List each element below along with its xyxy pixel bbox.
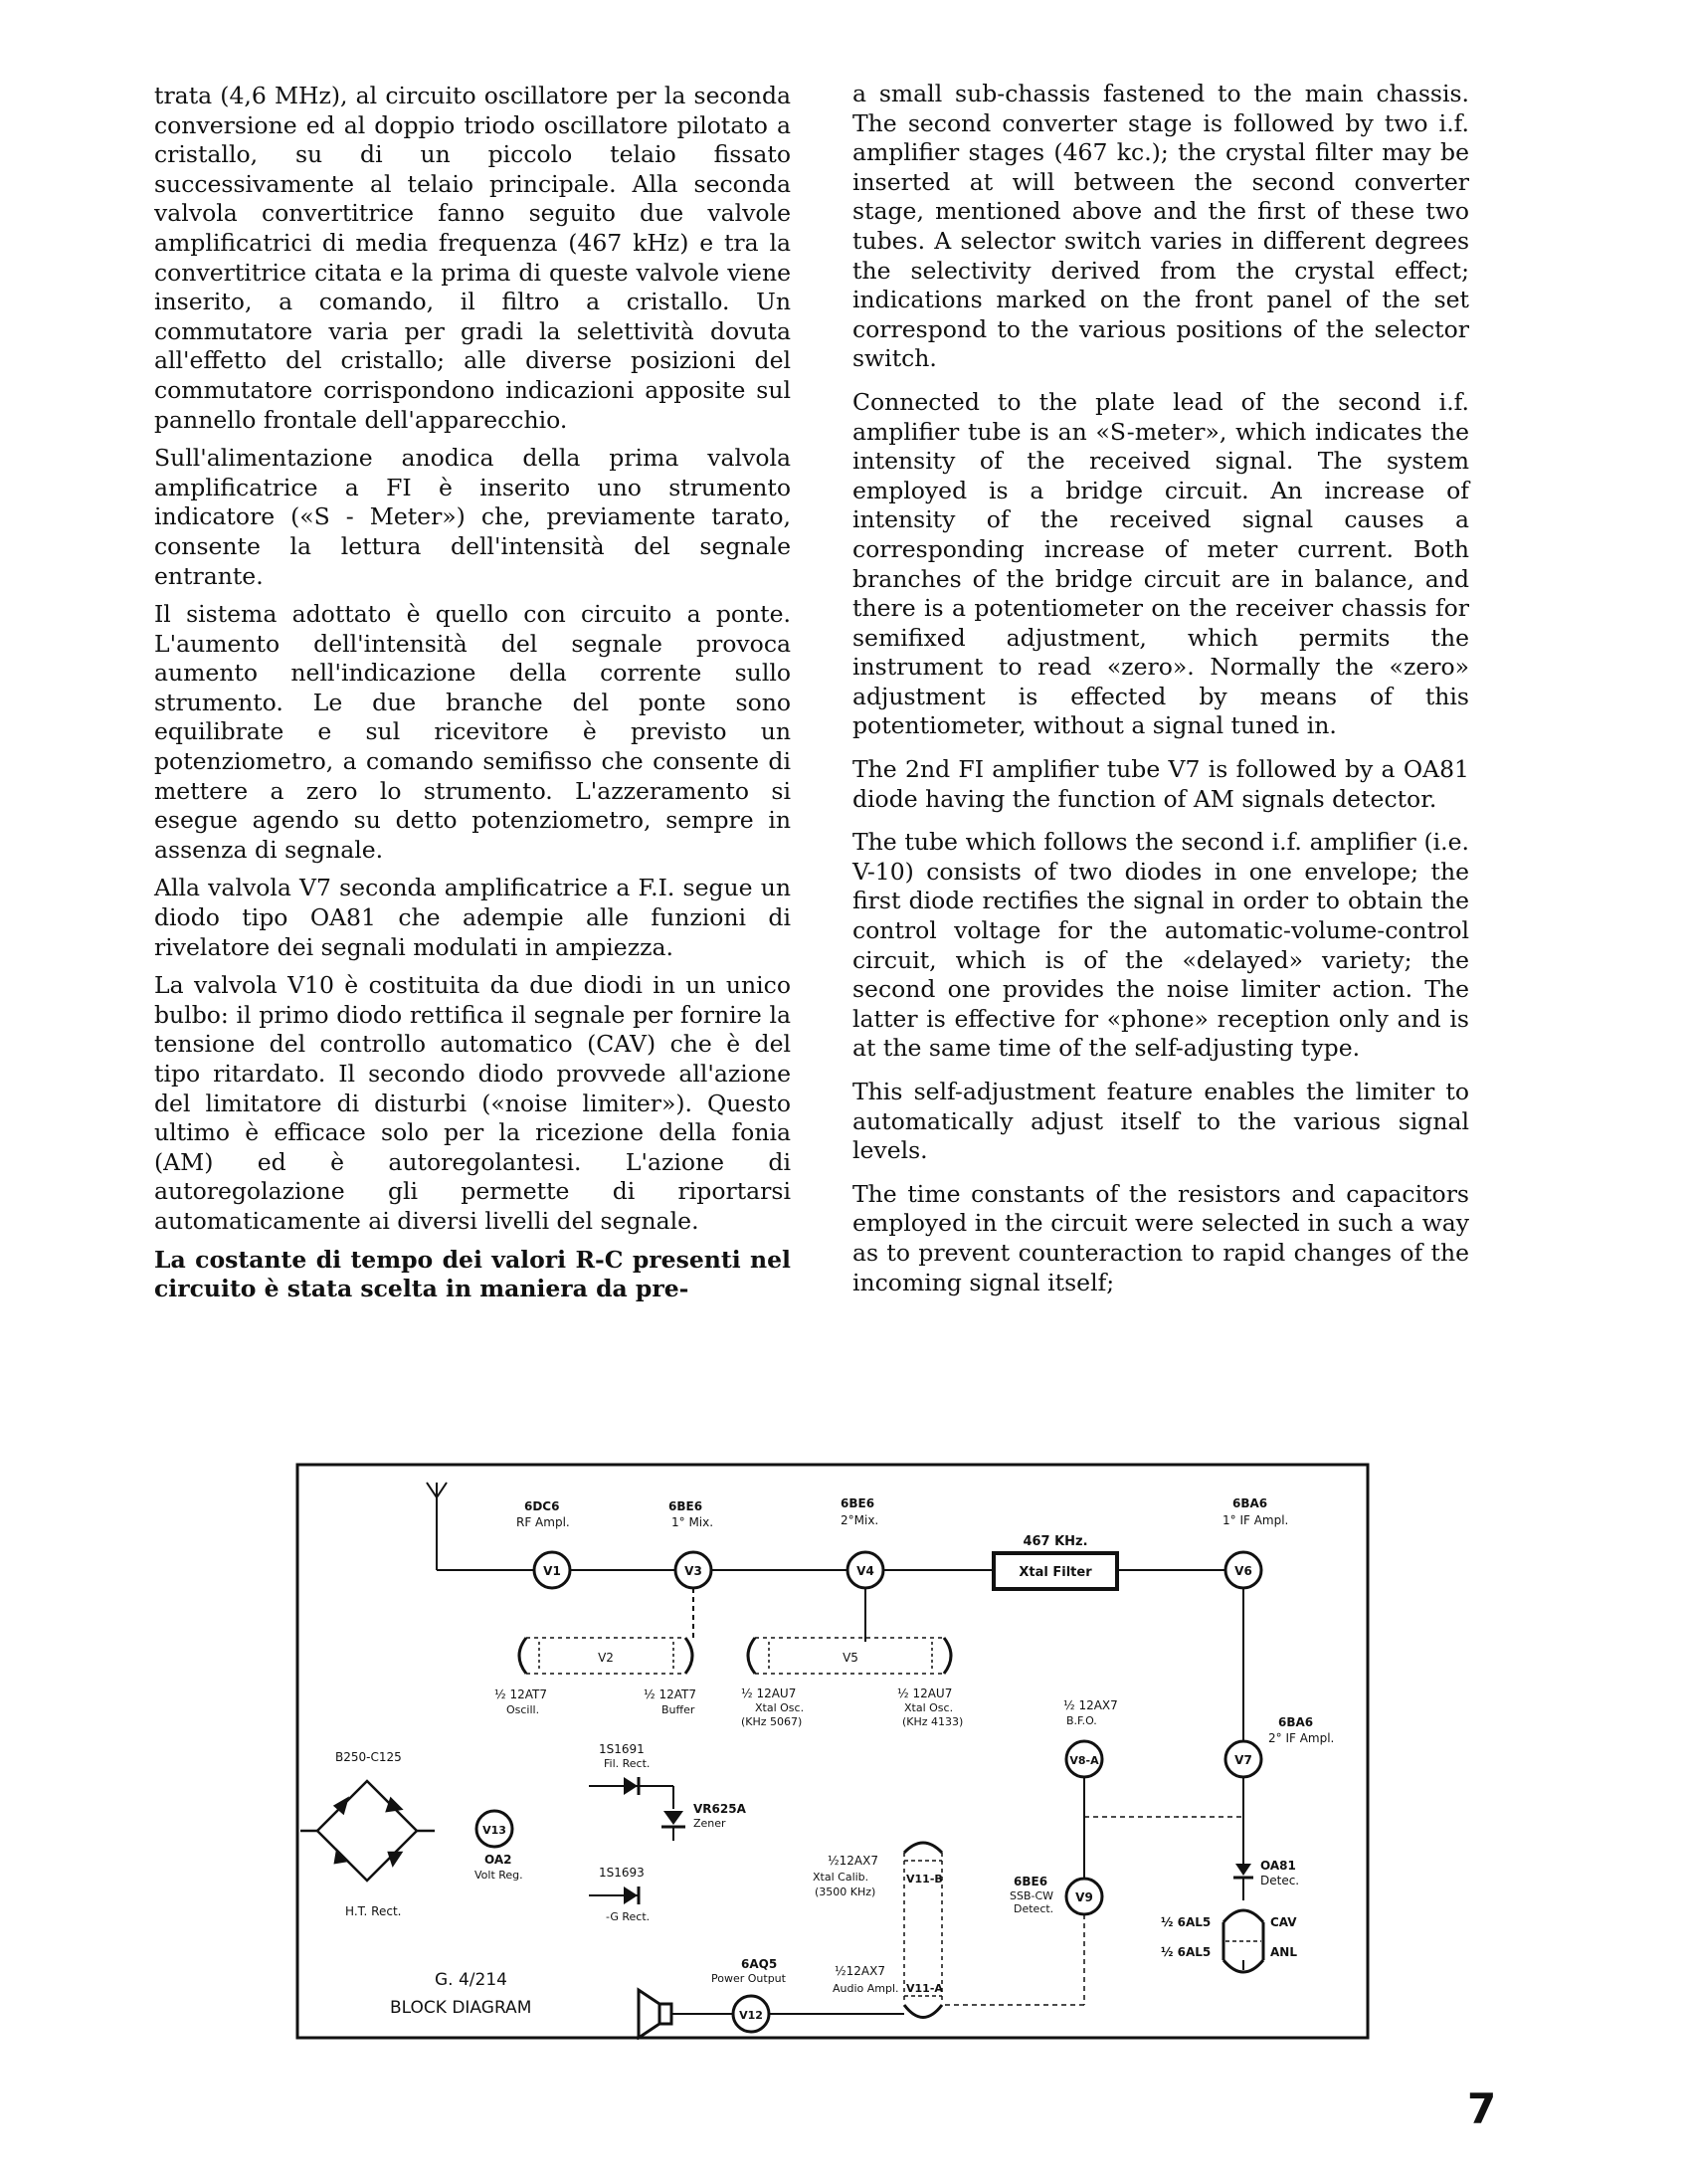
svg-text:Fil. Rect.: Fil. Rect. bbox=[604, 1757, 651, 1770]
crystal-filter-block bbox=[994, 1534, 1117, 1589]
svg-text:1° Mix.: 1° Mix. bbox=[671, 1515, 714, 1529]
svg-text:V3: V3 bbox=[684, 1564, 702, 1578]
page-number: 7 bbox=[1467, 2085, 1497, 2133]
paragraph: Il sistema adottato è quello con circuito a ponte. L'aumento dell'intensità del segnale provoca aumento nell'indicazione della corrente sullo strumento. Le due branche del ponte sono equilibrate e sul ricevitore è previsto un potenziometro, a comando semifisso che consente di mettere a zero lo strumento. L'azzeramento si esegue agendo su detto potenziometro, sempre in assenza di segnale. bbox=[154, 600, 791, 864]
svg-text:2°Mix.: 2°Mix. bbox=[841, 1513, 879, 1527]
svg-text:½ 12AX7: ½ 12AX7 bbox=[1063, 1698, 1118, 1712]
svg-text:6BE6: 6BE6 bbox=[668, 1499, 703, 1513]
svg-text:467 KHz.: 467 KHz. bbox=[1023, 1534, 1088, 1549]
svg-text:1S1691: 1S1691 bbox=[599, 1742, 645, 1756]
svg-text:1S1693: 1S1693 bbox=[599, 1866, 645, 1880]
tube-v7 bbox=[1225, 1715, 1334, 1777]
tube-v2 bbox=[494, 1638, 696, 1716]
tube-v6 bbox=[1222, 1496, 1288, 1588]
svg-text:6DC6: 6DC6 bbox=[524, 1499, 560, 1513]
paragraph: The tube which follows the second i.f. amplifier (i.e. V-10) consists of two diodes in one envelope; the first diode rectifies the signal in order to obtain the control voltage for the automatic-volume-control circuit, which is of the «delayed» variety; the second one provides the noise limiter action. The latter is effective for «phone» reception only and is at the same time of the self-adjusting type. bbox=[852, 828, 1469, 1063]
svg-text:OA2: OA2 bbox=[484, 1853, 512, 1867]
svg-text:Xtal Osc.: Xtal Osc. bbox=[755, 1701, 805, 1714]
italian-text-column bbox=[154, 82, 791, 1313]
tube-v3 bbox=[668, 1499, 713, 1588]
paragraph: Sull'alimentazione anodica della prima valvola amplificatrice a FI è inserito uno strumento indicatore («S - Meter») che, previamente tarato, consente la lettura dell'intensità del segnale entrante. bbox=[154, 444, 791, 590]
paragraph: a small sub-chassis fastened to the main chassis. The second converter stage is followed by two i.f. amplifier stages (467 kc.); the crystal filter may be inserted at will between the second converter stage, mentioned above and the first of these two tubes. A selector switch varies in different degrees the selectivity derived from the crystal effect; indications marked on the front panel of the set correspond to the various positions of the selector switch. bbox=[852, 80, 1469, 373]
svg-text:½12AX7: ½12AX7 bbox=[835, 1964, 885, 1978]
svg-text:½ 12AT7: ½ 12AT7 bbox=[644, 1688, 696, 1701]
svg-text:OA81: OA81 bbox=[1260, 1859, 1296, 1873]
svg-text:½12AX7: ½12AX7 bbox=[828, 1854, 878, 1868]
svg-text:Audio Ampl.: Audio Ampl. bbox=[833, 1982, 899, 1995]
svg-text:½ 12AT7: ½ 12AT7 bbox=[494, 1688, 547, 1701]
svg-text:V13: V13 bbox=[482, 1824, 506, 1837]
svg-text:VR625A: VR625A bbox=[693, 1802, 746, 1816]
svg-text:V5: V5 bbox=[843, 1651, 858, 1665]
diode-1s1693 bbox=[589, 1866, 650, 1923]
svg-text:Power Output: Power Output bbox=[711, 1972, 786, 1985]
tube-v11a bbox=[833, 1964, 943, 2018]
diagram-title: BLOCK DIAGRAM bbox=[390, 1998, 532, 2018]
paragraph: Connected to the plate lead of the second i.f. amplifier tube is an «S-meter», which indicates the intensity of the received signal. The system employed is a bridge circuit. An increase of intensity of the received signal causes a corresponding increase of meter current. Both branches of the bridge circuit are in balance, and there is a potentiometer on the receiver chassis for semifixed adjustment, which permits the instrument to read «zero». Normally the «zero» adjustment is effected by means of this potentiometer, without a signal tuned in. bbox=[852, 387, 1469, 740]
svg-text:Xtal Filter: Xtal Filter bbox=[1019, 1565, 1092, 1580]
paragraph: This self-adjustment feature enables the limiter to automatically adjust itself to the various signal levels. bbox=[852, 1078, 1469, 1165]
svg-text:V12: V12 bbox=[739, 2009, 763, 2022]
paragraph: La valvola V10 è costituita da due diodi in un unico bulbo: il primo diodo rettifica il segnale per fornire la tensione del controllo automatico (CAV) che è del tipo ritardato. Il secondo diodo provvede all'azione del limitatore di disturbi («noise limiter»). Questo ultimo è efficace solo per la ricezione della fonia (AM) ed è autoregolantesi. L'azione di autoregolazione gli permette di riportarsi automaticamente ai diversi livelli del segnale. bbox=[154, 971, 791, 1235]
svg-text:Buffer: Buffer bbox=[661, 1703, 695, 1716]
paragraph: trata (4,6 MHz), al circuito oscillatore per la seconda conversione ed al doppio triodo oscillatore pilotato a cristallo, su di un piccolo telaio fissato successivamente al telaio principale. Alla seconda valvola convertitrice fanno seguito due valvole amplificatrici di media frequenza (467 kHz) e tra la convertitrice citata e la prima di queste valvole viene inserito, a comando, il filtro a cristallo. Un commutatore varia per gradi la selettività dovuta all'effetto del cristallo; alle diverse posizioni del commutatore corrispondono indicazioni apposite sul pannello frontale dell'apparecchio. bbox=[154, 82, 791, 434]
bridge-rectifier bbox=[300, 1781, 435, 1881]
svg-text:½ 12AU7: ½ 12AU7 bbox=[897, 1687, 953, 1700]
english-text-column bbox=[852, 80, 1469, 1311]
diode-1s1691 bbox=[589, 1742, 673, 1809]
svg-text:(KHz 4133): (KHz 4133) bbox=[902, 1715, 964, 1728]
bridge-role: H.T. Rect. bbox=[345, 1904, 402, 1918]
svg-text:6BE6: 6BE6 bbox=[841, 1496, 875, 1510]
svg-text:B.F.O.: B.F.O. bbox=[1066, 1714, 1097, 1727]
svg-text:6BA6: 6BA6 bbox=[1232, 1496, 1268, 1510]
svg-text:SSB-CW: SSB-CW bbox=[1010, 1889, 1054, 1902]
svg-text:V1: V1 bbox=[543, 1564, 561, 1578]
svg-text:V7: V7 bbox=[1234, 1753, 1252, 1767]
svg-text:RF Ampl.: RF Ampl. bbox=[516, 1515, 570, 1529]
svg-text:V4: V4 bbox=[856, 1564, 874, 1578]
bridge-type: B250-C125 bbox=[335, 1750, 402, 1764]
diagram-title-code: G. 4/214 bbox=[435, 1970, 507, 1990]
svg-text:ANL: ANL bbox=[1270, 1945, 1297, 1959]
svg-text:V6: V6 bbox=[1234, 1564, 1252, 1578]
block-diagram bbox=[295, 1463, 1370, 2040]
tube-v13 bbox=[474, 1811, 523, 1882]
svg-text:V2: V2 bbox=[598, 1651, 614, 1665]
svg-text:½ 6AL5: ½ 6AL5 bbox=[1161, 1945, 1212, 1959]
tube-v1 bbox=[516, 1499, 570, 1588]
svg-text:(3500 KHz): (3500 KHz) bbox=[815, 1886, 876, 1898]
tube-v10 bbox=[1161, 1910, 1297, 1972]
speaker-icon bbox=[639, 1990, 671, 2038]
svg-text:V11-B: V11-B bbox=[906, 1873, 943, 1886]
svg-text:Zener: Zener bbox=[693, 1817, 726, 1830]
svg-text:(KHz 5067): (KHz 5067) bbox=[741, 1715, 803, 1728]
paragraph: Alla valvola V7 seconda amplificatrice a F.I. segue un diodo tipo OA81 che adempie alle funzioni di rivelatore dei segnali modulati in ampiezza. bbox=[154, 874, 791, 961]
tube-v5 bbox=[741, 1638, 963, 1728]
antenna-icon bbox=[427, 1483, 447, 1570]
tube-v9 bbox=[1010, 1875, 1102, 1915]
svg-text:V9: V9 bbox=[1075, 1890, 1093, 1904]
svg-text:-G Rect.: -G Rect. bbox=[606, 1910, 651, 1923]
tube-v12 bbox=[711, 1957, 787, 2032]
svg-text:6BE6: 6BE6 bbox=[1014, 1875, 1048, 1888]
paragraph: The time constants of the resistors and capacitors employed in the circuit were selected in such a way as to prevent counteraction to rapid changes of the incoming signal itself; bbox=[852, 1179, 1469, 1296]
svg-text:Xtal Osc.: Xtal Osc. bbox=[904, 1701, 954, 1714]
paragraph: The 2nd FI amplifier tube V7 is followed by a OA81 diode having the function of AM signals detector. bbox=[852, 755, 1469, 813]
svg-text:2° IF Ampl.: 2° IF Ampl. bbox=[1268, 1731, 1335, 1745]
paragraph: La costante di tempo dei valori R-C presenti nel circuito è stata scelta in maniera da pre- bbox=[154, 1245, 791, 1303]
tube-v8a bbox=[1063, 1698, 1118, 1777]
svg-text:1° IF Ampl.: 1° IF Ampl. bbox=[1222, 1513, 1289, 1527]
svg-text:½ 6AL5: ½ 6AL5 bbox=[1161, 1915, 1212, 1929]
svg-text:Volt Reg.: Volt Reg. bbox=[474, 1869, 523, 1882]
svg-text:Oscill.: Oscill. bbox=[506, 1703, 540, 1716]
svg-text:½ 12AU7: ½ 12AU7 bbox=[741, 1687, 797, 1700]
svg-text:Detect.: Detect. bbox=[1014, 1902, 1054, 1915]
svg-text:6BA6: 6BA6 bbox=[1278, 1715, 1314, 1729]
svg-text:Xtal Calib.: Xtal Calib. bbox=[813, 1871, 869, 1884]
svg-text:V8-A: V8-A bbox=[1069, 1754, 1099, 1767]
svg-text:6AQ5: 6AQ5 bbox=[741, 1957, 778, 1971]
svg-text:Detec.: Detec. bbox=[1260, 1874, 1300, 1887]
tube-v4 bbox=[841, 1496, 883, 1588]
svg-text:CAV: CAV bbox=[1270, 1915, 1297, 1929]
svg-text:V11-A: V11-A bbox=[906, 1982, 943, 1995]
